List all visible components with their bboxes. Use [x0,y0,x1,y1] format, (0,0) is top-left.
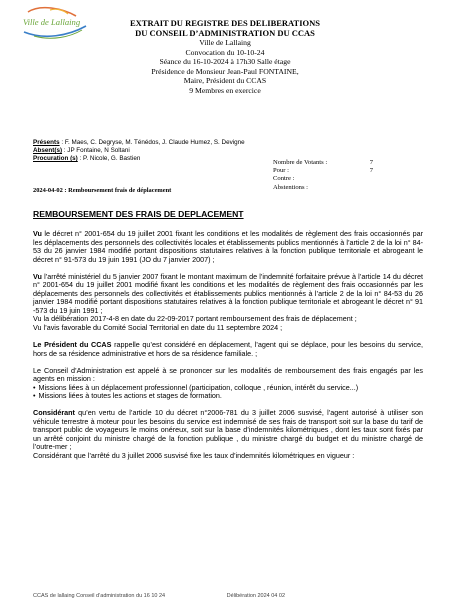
header-title-line1: EXTRAIT DU REGISTRE DES DELIBERATIONS [129,18,321,28]
deliberation-header [105,18,345,95]
paragraph-lead: Vu [33,229,42,238]
vote-row [273,175,373,183]
vote-tally [273,159,373,192]
paragraph-text: qu’en vertu de l’article 10 du décret n°2006-781 du 3 juillet 2006 susvisé, l’agent autorisé à utiliser son véhicule terrestre à moteur pour les besoins du service est indemnisé de ses frais de transport soit sur la base du tarif de transport public de voyageurs le moins onéreux, soit sur la base d’indemnités kilométriques , dont les taux sont fixés par un arrêté conjoint du ministre chargé de la fonction publique , du ministre chargé du budget et du ministre chargé de l’outre-mer ; [33,408,423,452]
vote-row [273,184,373,192]
town-logo [20,6,92,42]
paragraph [33,273,423,316]
paragraph [33,341,423,358]
header-presidence: Présidence de Monsieur Jean-Paul FONTAINE, [151,66,299,76]
paragraph [33,409,423,452]
header-town: Ville de Lallaing [199,38,251,47]
vote-row [273,159,373,167]
absent-value: : JP Fontaine, N Soltani [62,147,130,155]
vote-label: Nombre de Votants : [273,159,328,166]
vote-value [363,175,373,183]
absent-label: Absent(s) [33,147,63,155]
paragraph-text: le décret n° 2001-654 du 19 juillet 2001 fixant les conditions et les modalités de règlement des frais occasionnés par les déplacements des personnels des collectivités locales et établissements publics mentionnés à l’article 2 de la loi n° 84-53 du 26 janvier 1984 modifié portant dispositions statutaires relatives à la fonction publique territoriale et abrogeant le décret n° 91-573 du 19 juin 1991 (JO du 7 janvier 2007) ; [33,229,423,264]
paragraph: Vu l’avis favorable du Comité Social Territorial en date du 11 septembre 2024 ; [33,322,283,332]
footer-right: Délibération 2024 04 02 [226,593,286,599]
paragraph-text: rappelle qu’est considéré en déplacement, l’agent qui se déplace, pour les besoins du service, hors de sa résidence administrative et hors de sa résidence familiale. ; [33,340,423,358]
procuration-value: : P. Nicole, G. Bastien [77,155,141,163]
header-session: Séance du 16-10-2024 à 17h30 Salle étage [159,57,291,66]
deliberation-body [33,230,423,469]
vote-label: Contre : [273,175,295,183]
page-footer [33,593,423,599]
present-line [33,139,253,147]
vote-label: Abstentions : [273,183,308,191]
vote-row [273,167,373,175]
header-role: Maire, Président du CCAS [183,76,267,85]
deliberation-reference: 2024-04-02 : Remboursement frais de déplacement [33,187,172,194]
present-label: Présents [33,139,60,146]
paragraph-lead: Considérant [33,408,75,418]
header-convocation: Convocation du 10-10-24 [185,47,265,57]
paragraph-lead: Le Président du CCAS [33,340,112,350]
bullet-item: • Missions liées à un déplacement professionnel (participation, colloque , réunion, intérêt du service...) [33,384,423,393]
vote-label: Pour : [273,167,289,175]
paragraph: Considérant que l’arrêté du 3 juillet 2006 susvisé fixe les taux d’indemnités kilométriques en vigueur : [33,451,355,461]
paragraph: Vu la délibération 2017-4-8 en date du 22-09-2017 portant remboursement des frais de déplacement ; [33,314,357,324]
logo-text: Ville de Lallaing [23,17,81,27]
vote-value: 7 [369,159,373,166]
procuration-label: Procuration (s) [33,155,78,163]
bullet-item: • Missions liées à toutes les actions et stages de formation. [33,392,423,401]
header-members: 9 Membres en exercice [189,85,261,95]
paragraph [33,230,423,264]
vote-value [363,184,373,192]
procuration-line [33,155,253,163]
paragraph-text: l’arrêté ministériel du 5 janvier 2007 fixant le montant maximum de l’indemnité forfaitaire prévue à l’article 14 du décret n° 2001-654 du 19 juillet 2001 modifié fixant les conditions et les modalités de règlement des frais occasionnés par les déplacements des personnels des collectivités et établissements publics mentionnés à l’article 2 de la loi n° 84-53 du 26 janvier 1984 modifié portant dispositions statutaires relatives à la fonction publique territoriale et abrogeant le décret n° 91 -573 du 19 juin 1991 ; [33,271,423,315]
footer-left: CCAS de lallaing Conseil d’administration du 16 10 24 [33,593,166,599]
paragraph: Le Conseil d’Administration est appelé à se prononcer sur les modalités de remboursement des frais engagés par les agents en mission : [33,365,423,384]
header-title-line2: DU CONSEIL D’ADMINISTRATION DU CCAS [135,28,315,38]
attendance-block [33,139,253,164]
vote-value: 7 [369,167,373,175]
section-title: REMBOURSEMENT DES FRAIS DE DEPLACEMENT [33,209,244,219]
absent-line [33,147,253,155]
present-value: : F. Maes, C. Degryse, M. Ténédos, J. Claude Humez, S. Devigne [59,139,245,146]
paragraph-lead: Vu [33,271,42,281]
